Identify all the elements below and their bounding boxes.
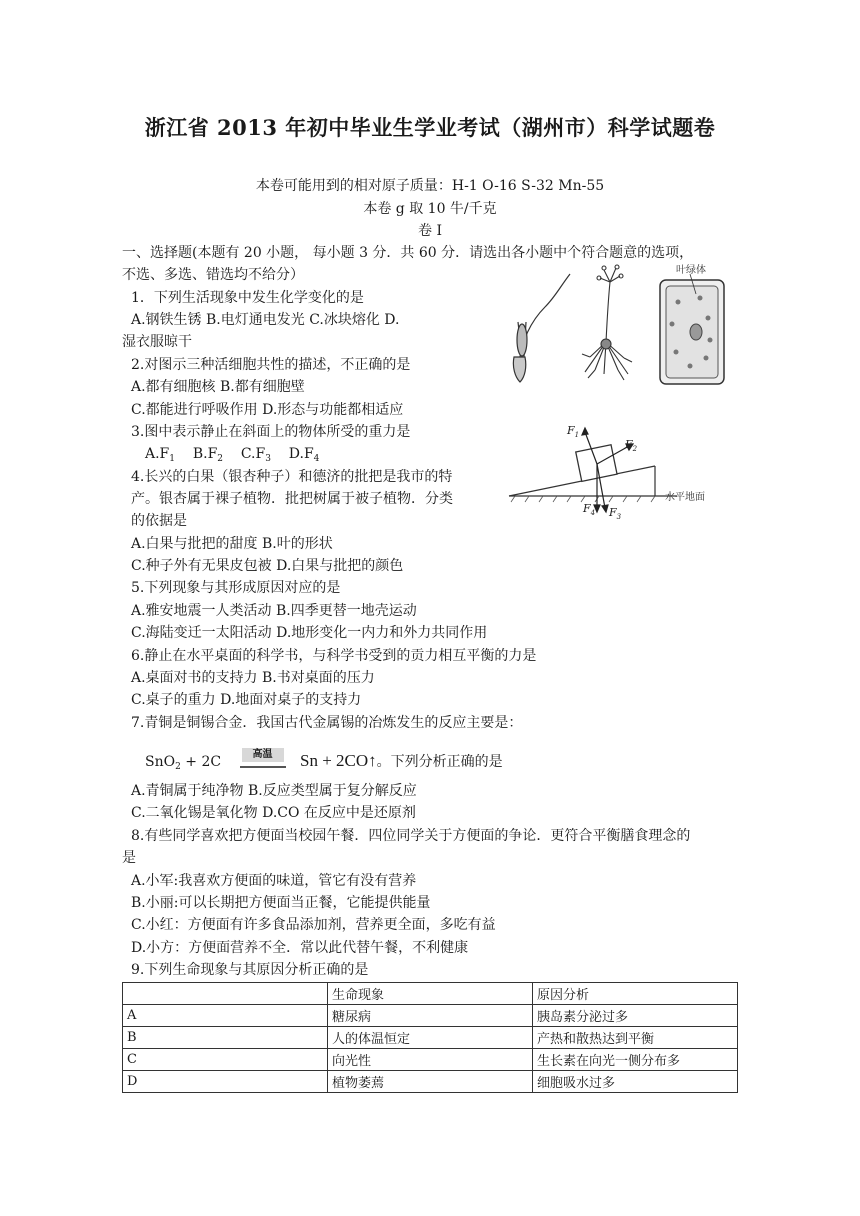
table-row (123, 1049, 738, 1071)
table-cell: 产热和散热达到平衡 (533, 1027, 738, 1049)
q4-options-cd: C.种子外有无果皮包被 D.白果与批把的颜色 (131, 558, 404, 574)
gravity-note: 本卷 g 取 10 牛/千克 (363, 201, 497, 217)
q4-stem-2: 产。银杏属于裸子植物．批把树属于被子植物．分类 (131, 491, 453, 507)
chloroplast-label: 叶绿体 (676, 265, 706, 276)
q6-options-ab: A.桌面对书的支持力 B.书对桌面的压力 (131, 670, 375, 686)
q7-options-ab: A.青铜属于纯净物 B.反应类型属于复分解反应 (131, 783, 417, 799)
q7-equation: SnO$_2$ + 2C 高温 Sn + 2CO↑。下列分析正确的是 (145, 746, 503, 782)
force-label-f1: $F_1$ (567, 424, 580, 439)
table-cell: 植物萎蔫 (328, 1071, 533, 1093)
table-header-cell: 生命现象 (328, 983, 533, 1005)
table-cell: C (123, 1049, 328, 1071)
table-cell: 细胞吸水过多 (533, 1071, 738, 1093)
force-label-f4: $F_4$ (583, 502, 596, 517)
sperm-cell-drawing (513, 274, 570, 382)
neuron-cell-drawing (582, 265, 632, 380)
table-cell: 胰岛素分泌过多 (533, 1005, 738, 1027)
q5-stem: 5.下列现象与其形成原因对应的是 (131, 580, 341, 596)
page-title: 浙江省 2013 年初中毕业生学业考试（湖州市）科学试题卷 (144, 115, 716, 140)
volume-label: 卷 I (418, 223, 442, 239)
q4-stem-1: 4.长兴的白果（银杏种子）和德济的批把是我市的特 (131, 469, 453, 485)
table-cell: A (123, 1005, 328, 1027)
incline-figure (505, 420, 735, 520)
q1-options-cont: 湿衣服晾干 (122, 334, 192, 350)
q1-options: A.钢铁生锈 B.电灯通电发光 C.冰块熔化 D. (131, 312, 400, 328)
q8-option-a: A.小军:我喜欢方便面的味道，管它有没有营养 (131, 873, 417, 889)
q2-options-cd: C.都能进行呼吸作用 D.形态与功能都相适应 (131, 402, 404, 418)
q3-options (145, 444, 319, 469)
table-cell: 生长素在向光一侧分布多 (533, 1049, 738, 1071)
q6-options-cd: C.桌子的重力 D.地面对桌子的支持力 (131, 692, 362, 708)
q5-options-ab: A.雅安地震一人类活动 B.四季更替一地壳运动 (131, 603, 417, 619)
table-cell: B (123, 1027, 328, 1049)
table-row (123, 1071, 738, 1093)
q2-options-ab: A.都有细胞核 B.都有细胞壁 (131, 379, 305, 395)
table-header-cell: 原因分析 (533, 983, 738, 1005)
force-label-f2: $F_2$ (625, 438, 638, 453)
q4-stem-3: 的依据是 (131, 513, 187, 529)
q8-stem-2: 是 (122, 850, 136, 866)
q8-option-b: B.小丽:可以长期把方便面当正餐，它能提供能量 (131, 895, 431, 911)
table-row (123, 1027, 738, 1049)
section-heading-line2: 不选、多选、错选均不给分） (122, 267, 304, 283)
q2-stem: 2.对图示三种活细胞共性的描述，不正确的是 (131, 357, 411, 373)
cells-figure (500, 262, 740, 392)
q7-options-cd: C.二氧化锡是氧化物 D.CO 在反应中是还原剂 (131, 805, 416, 821)
q6-stem: 6.静止在水平桌面的科学书，与科学书受到的贡力相互平衡的力是 (131, 648, 537, 664)
q8-option-d: D.小方：方便面营养不全．常以此代替午餐，不利健康 (131, 940, 469, 956)
q1-stem: 1．下列生活现象中发生化学变化的是 (131, 290, 364, 306)
q3-option-a: $A.F_1$ (145, 446, 176, 464)
force-label-f3: $F_3$ (609, 506, 622, 520)
q8-stem-1: 8.有些同学喜欢把方便面当校园午餐．四位同学关于方便面的争论．更符合平衡膳食理念的 (131, 828, 691, 844)
q5-options-cd: C.海陆变迁一太阳活动 D.地形变化一内力和外力共同作用 (131, 625, 488, 641)
section-heading-line1: 一、选择题(本题有 20 小题， 每小题 3 分．共 60 分．请选出各小题中个符合题意的选项， (122, 245, 694, 261)
q3-stem: 3.图中表示静止在斜面上的物体所受的重力是 (131, 424, 411, 440)
reaction-condition-arrow: 高温 (240, 748, 286, 776)
ground-label: 水平地面 (665, 492, 705, 503)
table-cell: 人的体温恒定 (328, 1027, 533, 1049)
q3-option-b: $B.F_2$ (192, 446, 224, 464)
table-cell: 向光性 (328, 1049, 533, 1071)
q9-table (122, 982, 738, 1093)
table-cell: 糖尿病 (328, 1005, 533, 1027)
table-header-row (123, 983, 738, 1005)
table-header-cell (123, 983, 328, 1005)
q8-option-c: C.小红：方便面有许多食品添加剂，营养更全面，多吃有益 (131, 917, 496, 933)
atomic-mass-note: 本卷可能用到的相对原子质量：H-1 O-16 S-32 Mn-55 (255, 178, 605, 194)
q4-options-ab: A.白果与批把的甜度 B.叶的形状 (131, 536, 333, 552)
plant-cell-drawing (660, 274, 724, 384)
q7-stem: 7.青铜是铜锡合金．我国古代金属锡的冶炼发生的反应主要是： (131, 715, 523, 731)
table-row (123, 1005, 738, 1027)
table-cell: D (123, 1071, 328, 1093)
q9-stem: 9.下列生命现象与其原因分析正确的是 (131, 962, 369, 978)
q3-option-c: $C.F_3$ (240, 446, 271, 464)
q3-option-d: $D.F_4$ (288, 446, 320, 464)
